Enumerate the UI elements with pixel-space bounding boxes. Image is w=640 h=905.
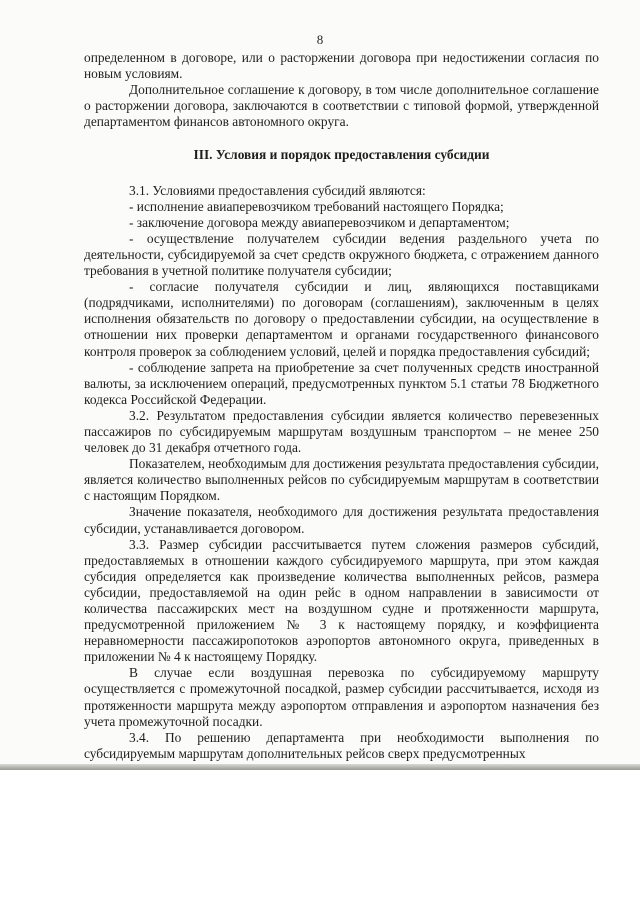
- document-body: [84, 50, 599, 762]
- paragraph: определенном в договоре, или о расторжении договора при недостижении согласия по новым условиям.: [84, 50, 599, 82]
- list-item: - исполнение авиаперевозчиком требований настоящего Порядка;: [129, 198, 504, 214]
- section-heading: III. Условия и порядок предоставления субсидии: [193, 147, 490, 163]
- page-number: 8: [316, 32, 324, 47]
- paragraph: Значение показателя, необходимого для достижения результата предоставления субсидии, устанавливается договором.: [84, 504, 599, 536]
- paragraph: В случае если воздушная перевозка по субсидируемому маршруту осуществляется с промежуточной посадкой, размер субсидии рассчитывается, исходя из протяженности маршрута между аэропортом отправления и аэропортом назначения без учета промежуточной посадки.: [84, 665, 599, 729]
- list-item: - соблюдение запрета на приобретение за счет полученных средств иностранной валюты, за исключением операций, предусмотренных пунктом 5.1 статьи 78 Бюджетного кодекса Российской Федерации.: [84, 359, 599, 407]
- paragraph: 3.4. По решению департамента при необходимости выполнения по субсидируемым маршрутам дополнительных рейсов сверх предусмотренных: [84, 729, 599, 761]
- list-item: - согласие получателя субсидии и лиц, являющихся поставщиками (подрядчиками, исполнителями) по договорам (соглашениям), заключенным в целях исполнения обязательств по договору о предоставлении субсидии, на осуществление в отношении них проверки департаментом и органами государственного финансового контроля проверок за соблюдением условий, целей и порядка предоставления субсидий;: [84, 279, 599, 359]
- paragraph: Дополнительное соглашение к договору, в том числе дополнительное соглашение о расторжении договора, заключаются в соответствии с типовой формой, утвержденной департаментом финансов автономного округа.: [84, 82, 599, 130]
- paragraph: 3.1. Условиями предоставления субсидий являются:: [129, 182, 426, 198]
- list-item: - осуществление получателем субсидии ведения раздельного учета по деятельности, субсидируемой за счет средств окружного бюджета, с отражением данного требования в учетной политике получателя субсидии;: [84, 230, 599, 279]
- list-item: - заключение договора между авиаперевозчиком и департаментом;: [129, 214, 510, 230]
- paragraph: Показателем, необходимым для достижения результата предоставления субсидии, является количество выполненных рейсов по субсидируемым маршрутам в соответствии с настоящим Порядком.: [84, 456, 599, 504]
- paragraph: 3.2. Результатом предоставления субсидии является количество перевезенных пассажиров по субсидируемым маршрутам воздушным транспортом – не менее 250 человек до 31 декабря отчетного года.: [84, 407, 599, 456]
- blank-area: [0, 770, 640, 905]
- paragraphs-before-section: [84, 50, 599, 130]
- paragraphs-after-section: [84, 183, 599, 762]
- paragraph: 3.3. Размер субсидии рассчитывается путем сложения размеров субсидий, предоставляемых в отношении каждого субсидируемого маршрута, при этом каждая субсидия определяется как произведение количества выполненных рейсов, размера субсидии, предоставляемой на один рейс в одном направлении в зависимости от количества пассажирских мест на воздушном судне и протяженности маршрута, предусмотренной приложением № 3 к настоящему порядку, и коэффициента неравномерности пассажиропотоков аэропортов автономного округа, приведенных в приложении № 4 к настоящему Порядку.: [84, 536, 599, 665]
